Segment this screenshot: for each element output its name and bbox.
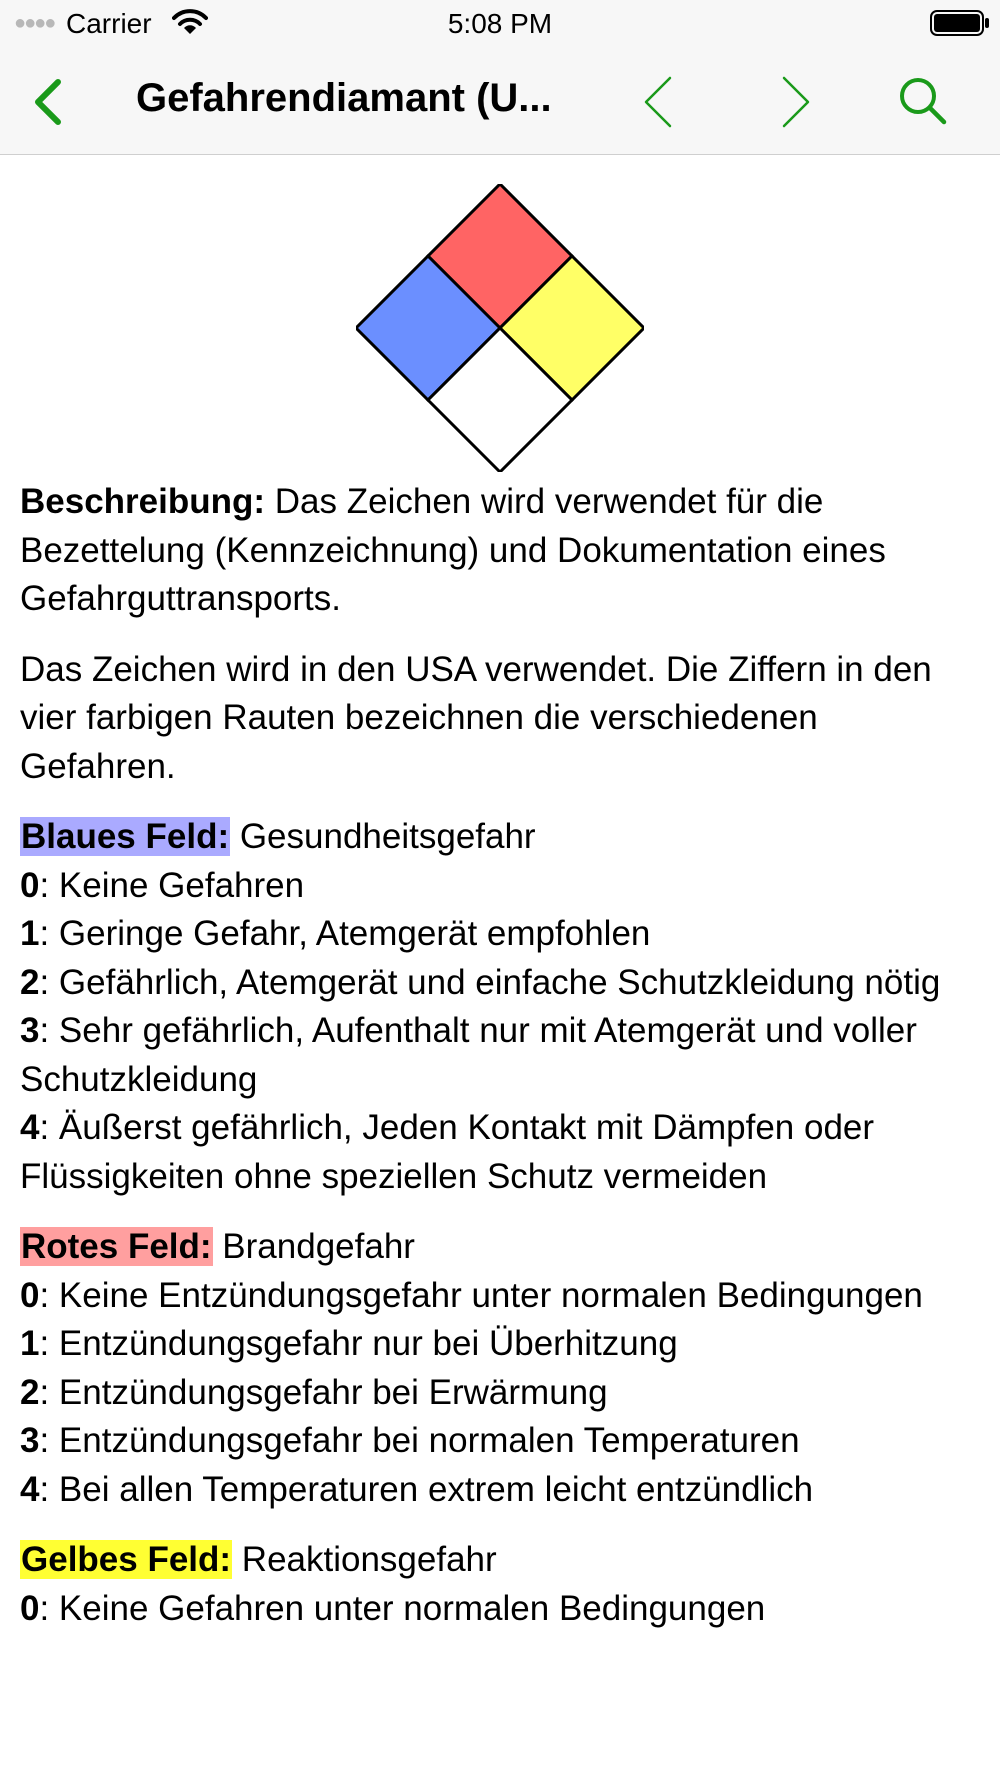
list-item: 2: Entzündungsgefahr bei Erwärmung: [20, 1372, 608, 1412]
list-item: 0: Keine Entzündungsgefahr unter normalen Bedingungen: [20, 1275, 923, 1315]
article-content: [20, 154, 980, 1655]
list-item: 0: Keine Gefahren unter normalen Bedingungen: [20, 1588, 766, 1628]
list-item: 2: Gefährlich, Atemgerät und einfache Schutzkleidung nötig: [20, 962, 941, 1002]
blue-field-label: Blaues Feld:: [21, 817, 230, 856]
list-item: 1: Geringe Gefahr, Atemgerät empfohlen: [20, 914, 651, 953]
list-item: 4: Äußerst gefährlich, Jeden Kontakt mit Dämpfen oder Flüssigkeiten ohne speziellen Schutz vermeiden: [20, 1108, 875, 1196]
description-label: Beschreibung:: [20, 482, 266, 521]
yellow-field-heading: [20, 1536, 980, 1585]
yellow-field-label: Gelbes Feld:: [21, 1540, 232, 1579]
list-item: 1: Entzündungsgefahr nur bei Überhitzung: [20, 1324, 678, 1363]
page-title: Gefahrendiamant (U...: [136, 76, 552, 120]
hazard-diamond-figure: [20, 154, 980, 478]
status-bar: [0, 0, 1000, 48]
next-icon[interactable]: [762, 72, 822, 132]
blue-field-section: [20, 813, 980, 1201]
hazard-diamond-image: [356, 184, 644, 472]
blue-field-heading: [20, 813, 980, 862]
carrier-label: Carrier: [66, 8, 152, 39]
list-item: 0: Keine Gefahren: [20, 865, 305, 905]
yellow-field-title: Reaktionsgefahr: [232, 1540, 497, 1579]
previous-icon[interactable]: [632, 72, 692, 132]
list-item: 4: Bei allen Temperaturen extrem leicht entzündlich: [20, 1469, 814, 1509]
red-field-title: Brandgefahr: [212, 1227, 415, 1266]
blue-field-title: Gesundheitsgefahr: [230, 817, 536, 856]
list-item: 3: Sehr gefährlich, Aufenthalt nur mit Atemgerät und voller Schutzkleidung: [20, 1011, 917, 1099]
red-field-section: [20, 1223, 980, 1514]
red-field-heading: [20, 1223, 980, 1272]
search-icon[interactable]: [894, 72, 954, 132]
description-paragraph: [20, 478, 980, 624]
signal-dots-icon: ●●●●: [14, 12, 55, 34]
usage-paragraph: Das Zeichen wird in den USA verwendet. Die Ziffern in den vier farbigen Rauten bezeichnen die verschiedenen Gefahren.: [20, 649, 932, 786]
description-text: Das Zeichen wird verwendet für die Bezettelung (Kennzeichnung) und Dokumentation eines Gefahrguttransports.: [20, 482, 886, 618]
yellow-field-section: [20, 1536, 980, 1633]
navigation-bar: [0, 48, 1000, 155]
back-chevron-icon[interactable]: [22, 72, 82, 132]
list-item: 3: Entzündungsgefahr bei normalen Temperaturen: [20, 1421, 800, 1460]
clock: 5:08 PM: [447, 8, 553, 39]
battery-icon: [930, 10, 990, 43]
red-field-label: Rotes Feld:: [21, 1227, 212, 1266]
